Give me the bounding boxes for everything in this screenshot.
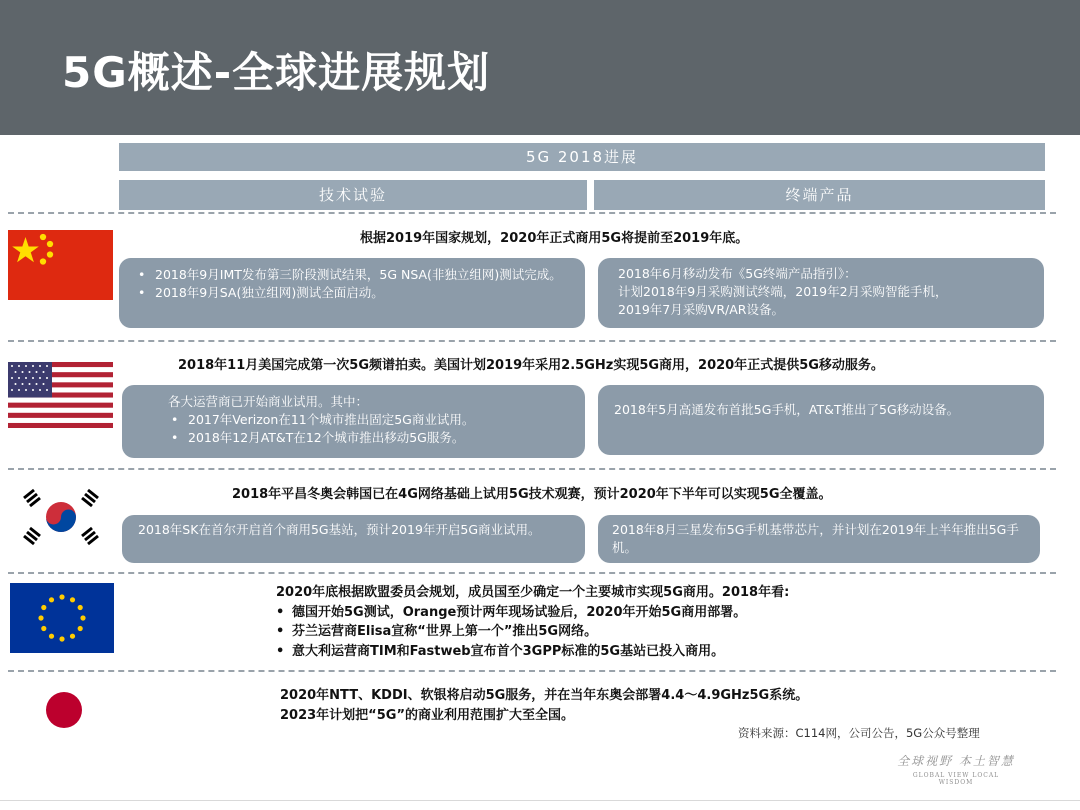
source-note: 资料来源：C114网，公司公告，5G公众号整理 xyxy=(738,726,980,740)
list-item: • 2017年Verizon在11个城市推出固定5G商业试用。 xyxy=(168,411,563,429)
eu-intro: 2020年底根据欧盟委员会规划，成员国至少确定一个主要城市实现5G商用。2018年看: xyxy=(276,585,790,600)
eu-flag-icon xyxy=(10,583,114,653)
divider xyxy=(8,572,1056,574)
card-line: 2019年7月采购VR/AR设备。 xyxy=(618,302,784,317)
header-main: 5G 2018进展 xyxy=(119,143,1045,171)
usa-terminal-card xyxy=(598,385,1044,455)
watermark-cn: 全球视野 本土智慧 xyxy=(897,754,1015,768)
list-item: • 意大利运营商TIM和Fastweb宣布首个3GPP标准的5G基站已投入商用。 xyxy=(276,642,789,662)
divider xyxy=(8,670,1056,672)
japan-line: 2020年NTT、KDDI、软银将启动5G服务，并在当年东奥会部署4.4～4.9GHz5G系统。 xyxy=(280,688,809,703)
watermark-logo xyxy=(896,752,1016,786)
eu-section xyxy=(276,583,789,661)
china-tech-card xyxy=(119,258,585,328)
watermark-en: GLOBAL VIEW LOCAL WISDOM xyxy=(912,772,1000,786)
list-item: • 2018年9月SA(独立组网)测试全面启动。 xyxy=(135,284,569,302)
china-summary: 根据2019年国家规划，2020年正式商用5G将提前至2019年底。 xyxy=(360,231,749,246)
card-line: 2018年8月三星发布5G手机基带芯片，并计划在2019年上半年推出5G手机。 xyxy=(612,522,1019,555)
usa-flag-icon xyxy=(8,362,113,428)
footer-line xyxy=(0,800,1080,801)
usa-summary: 2018年11月美国完成第一次5G频谱拍卖。美国计划2019年采用2.5GHz实现5G商用，2020年正式提供5G移动服务。 xyxy=(178,358,884,373)
divider xyxy=(8,468,1056,470)
divider xyxy=(8,212,1056,214)
china-flag-icon xyxy=(8,230,113,300)
list-item: • 2018年9月IMT发布第三阶段测试结果，5G NSA(非独立组网)测试完成。 xyxy=(135,266,569,284)
japan-line: 2023年计划把“5G”的商业利用范围扩大至全国。 xyxy=(280,708,574,723)
card-line: 2018年SK在首尔开启首个商用5G基站，预计2019年开启5G商业试用。 xyxy=(138,522,541,537)
list-item: • 2018年12月AT&T在12个城市推出移动5G服务。 xyxy=(168,429,563,447)
card-line: 2018年6月移动发布《5G终端产品指引》： xyxy=(618,266,857,281)
korea-flag-icon xyxy=(10,486,112,548)
card-line: 各大运营商已开始商业试用。其中： xyxy=(168,394,369,409)
title-bar xyxy=(0,0,1080,135)
list-item: • 芬兰运营商Elisa宣称“世界上第一个”推出5G网络。 xyxy=(276,622,789,642)
japan-flag-icon xyxy=(12,682,116,738)
china-terminal-card xyxy=(598,258,1044,328)
page-title: 5G概述-全球进展规划 xyxy=(62,48,491,97)
korea-summary: 2018年平昌冬奥会韩国已在4G网络基础上试用5G技术观赛，预计2020年下半年可以实现5G全覆盖。 xyxy=(232,487,832,502)
header-tech-trials: 技术试验 xyxy=(119,180,587,210)
korea-terminal-card xyxy=(598,515,1040,563)
korea-tech-card xyxy=(122,515,585,563)
header-terminal-products: 终端产品 xyxy=(594,180,1045,210)
card-line: 2018年5月高通发布首批5G手机，AT&T推出了5G移动设备。 xyxy=(614,402,960,417)
card-line: 计划2018年9月采购测试终端，2019年2月采购智能手机， xyxy=(618,284,948,299)
list-item: • 德国开始5G测试，Orange预计两年现场试验后，2020年开始5G商用部署。 xyxy=(276,603,789,623)
japan-section xyxy=(280,686,808,726)
usa-tech-card xyxy=(122,385,585,458)
divider xyxy=(8,340,1056,342)
